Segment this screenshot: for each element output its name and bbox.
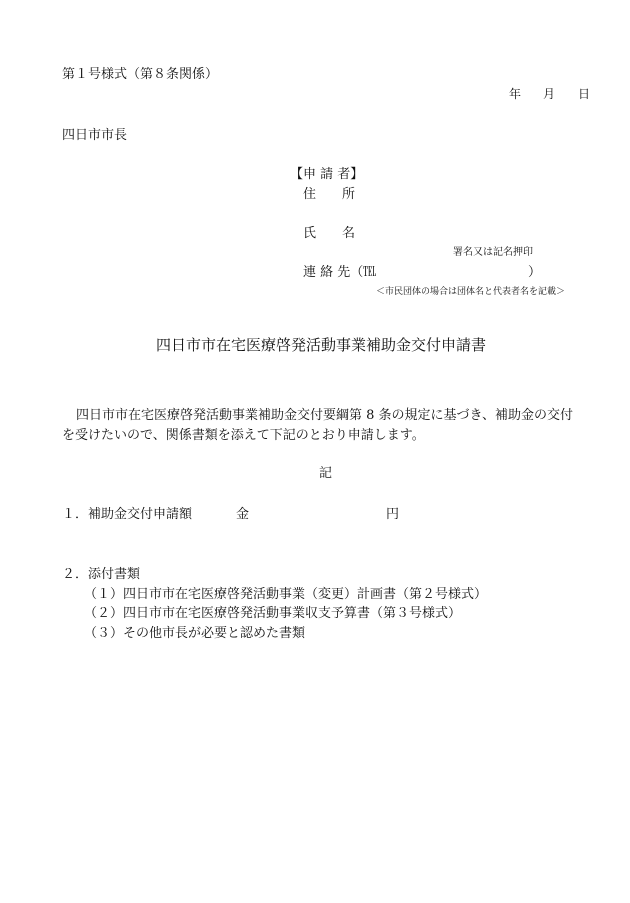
date-year: 年 — [509, 87, 522, 101]
attachment-item: （１）四日市市在宅医療啓発活動事業（変更）計画書（第２号様式） — [84, 587, 488, 602]
address-label: 住 所 — [303, 187, 356, 202]
ki-label: 記 — [319, 466, 333, 481]
name-label: 氏 名 — [303, 226, 356, 241]
group-note: ＜市民団体の場合は団体名と代表者名を記載＞ — [376, 287, 566, 297]
seal-note: 署名又は記名押印 — [453, 247, 533, 258]
item2-label: ２．添付書類 — [62, 567, 141, 582]
applicant-header: 【申 請 者】 — [290, 167, 364, 182]
form-number: 第１号様式（第８条関係） — [62, 67, 219, 82]
attachment-item: （３）その他市長が必要と認めた書類 — [84, 626, 306, 641]
contact-label: 連 絡 先（℡ — [303, 265, 377, 280]
body-line-1: 四日市市在宅医療啓発活動事業補助金交付要綱第 8 条の規定に基づき、補助金の交付 — [76, 408, 574, 423]
item1-kin: 金 — [236, 507, 250, 522]
body-line-2: を受けたいので、関係書類を添えて下記のとおり申請します。 — [62, 428, 425, 443]
contact-close: ） — [528, 265, 542, 280]
item1-label: １．補助金交付申請額 — [62, 507, 193, 522]
addressee: 四日市市長 — [62, 128, 128, 143]
date-month: 月 — [543, 87, 556, 101]
document-title: 四日市市在宅医療啓発活動事業補助金交付申請書 — [156, 336, 487, 354]
item1-yen: 円 — [386, 507, 400, 522]
date-day: 日 — [578, 87, 591, 101]
attachment-item: （２）四日市市在宅医療啓発活動事業収支予算書（第３号様式） — [84, 606, 462, 621]
